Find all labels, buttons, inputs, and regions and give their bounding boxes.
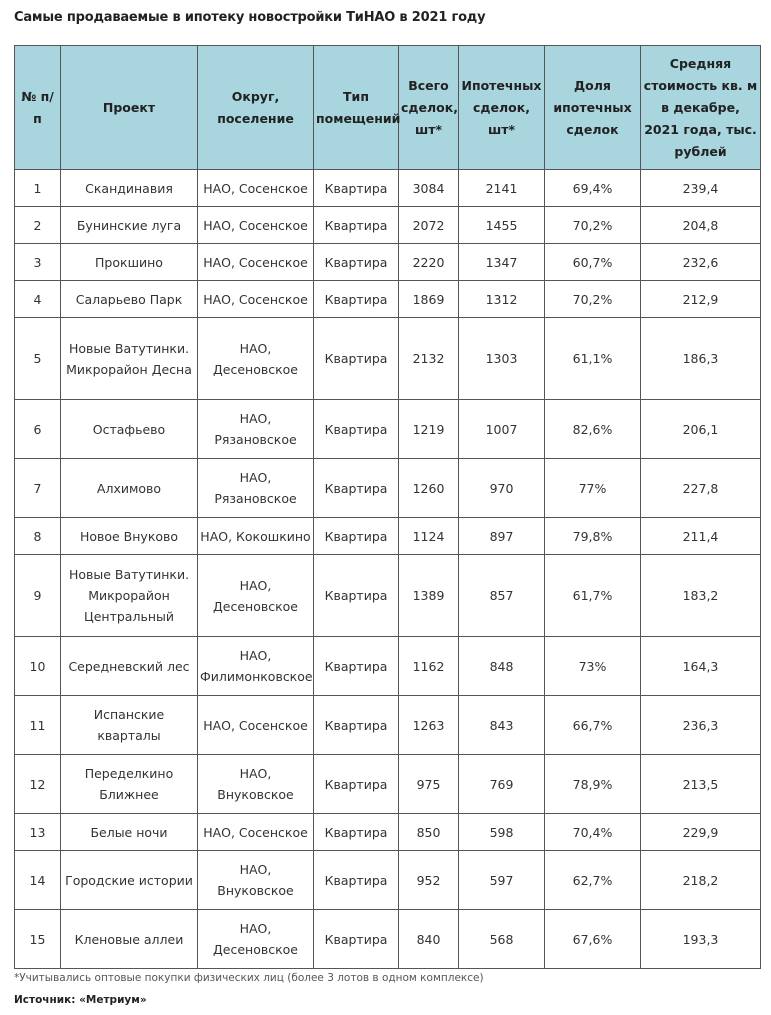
cell-mortgage-share: 60,7% xyxy=(545,244,641,281)
cell-mortgage-share: 82,6% xyxy=(545,400,641,459)
cell-type: Квартира xyxy=(314,518,399,555)
cell-number: 15 xyxy=(15,910,61,969)
cell-avg-price: 229,9 xyxy=(641,814,761,851)
table-row xyxy=(15,170,761,207)
cell-type: Квартира xyxy=(314,459,399,518)
cell-district: НАО, Внуковское xyxy=(198,851,314,910)
cell-total-deals: 1263 xyxy=(399,696,459,755)
cell-avg-price: 236,3 xyxy=(641,696,761,755)
cell-district: НАО, Сосенское xyxy=(198,696,314,755)
source-note: Источник: «Метриум» xyxy=(14,994,147,1006)
cell-project: Прокшино xyxy=(61,244,198,281)
cell-total-deals: 1260 xyxy=(399,459,459,518)
header-project: Проект xyxy=(61,46,198,170)
cell-number: 14 xyxy=(15,851,61,910)
cell-total-deals: 2072 xyxy=(399,207,459,244)
cell-number: 6 xyxy=(15,400,61,459)
header-avg-price: Средняя стоимость кв. м в декабре, 2021 года, тыс. рублей xyxy=(641,46,761,170)
cell-project: Остафьево xyxy=(61,400,198,459)
cell-avg-price: 186,3 xyxy=(641,318,761,400)
cell-type: Квартира xyxy=(314,170,399,207)
cell-mortgage-share: 70,4% xyxy=(545,814,641,851)
cell-type: Квартира xyxy=(314,318,399,400)
cell-mortgage-share: 69,4% xyxy=(545,170,641,207)
cell-total-deals: 1869 xyxy=(399,281,459,318)
cell-mortgage-deals: 970 xyxy=(459,459,545,518)
page-title: Самые продаваемые в ипотеку новостройки ТиНАО в 2021 году xyxy=(14,10,486,25)
cell-mortgage-share: 62,7% xyxy=(545,851,641,910)
cell-number: 7 xyxy=(15,459,61,518)
cell-project: Новые Ватутинки. Микрорайон Десна xyxy=(61,318,198,400)
mortgage-sales-table xyxy=(14,45,761,969)
table-row xyxy=(15,555,761,637)
table-row xyxy=(15,518,761,555)
cell-mortgage-share: 61,1% xyxy=(545,318,641,400)
cell-district: НАО, Кокошкино xyxy=(198,518,314,555)
cell-type: Квартира xyxy=(314,696,399,755)
cell-mortgage-share: 61,7% xyxy=(545,555,641,637)
cell-number: 12 xyxy=(15,755,61,814)
table-row xyxy=(15,207,761,244)
cell-district: НАО, Сосенское xyxy=(198,814,314,851)
cell-mortgage-deals: 2141 xyxy=(459,170,545,207)
cell-district: НАО, Сосенское xyxy=(198,207,314,244)
cell-avg-price: 232,6 xyxy=(641,244,761,281)
cell-avg-price: 239,4 xyxy=(641,170,761,207)
cell-district: НАО, Десеновское xyxy=(198,910,314,969)
cell-project: Бунинские луга xyxy=(61,207,198,244)
cell-project: Белые ночи xyxy=(61,814,198,851)
cell-number: 9 xyxy=(15,555,61,637)
cell-number: 5 xyxy=(15,318,61,400)
header-total-deals: Всего сделок, шт* xyxy=(399,46,459,170)
cell-district: НАО, Филимонковское xyxy=(198,637,314,696)
cell-type: Квартира xyxy=(314,814,399,851)
cell-type: Квартира xyxy=(314,555,399,637)
cell-total-deals: 2132 xyxy=(399,318,459,400)
cell-avg-price: 206,1 xyxy=(641,400,761,459)
cell-mortgage-deals: 598 xyxy=(459,814,545,851)
cell-district: НАО, Сосенское xyxy=(198,281,314,318)
cell-project: Городские истории xyxy=(61,851,198,910)
cell-project: Саларьево Парк xyxy=(61,281,198,318)
cell-mortgage-share: 78,9% xyxy=(545,755,641,814)
header-number: № п/п xyxy=(15,46,61,170)
cell-mortgage-share: 79,8% xyxy=(545,518,641,555)
cell-avg-price: 218,2 xyxy=(641,851,761,910)
cell-mortgage-deals: 1455 xyxy=(459,207,545,244)
header-type: Тип помещений xyxy=(314,46,399,170)
table-row xyxy=(15,281,761,318)
header-district: Округ, поселение xyxy=(198,46,314,170)
cell-project: Кленовые аллеи xyxy=(61,910,198,969)
cell-district: НАО, Рязановское xyxy=(198,459,314,518)
table-row xyxy=(15,637,761,696)
cell-number: 3 xyxy=(15,244,61,281)
cell-district: НАО, Сосенское xyxy=(198,244,314,281)
cell-district: НАО, Десеновское xyxy=(198,555,314,637)
cell-avg-price: 213,5 xyxy=(641,755,761,814)
cell-number: 13 xyxy=(15,814,61,851)
cell-type: Квартира xyxy=(314,755,399,814)
cell-type: Квартира xyxy=(314,851,399,910)
cell-project: Испанские кварталы xyxy=(61,696,198,755)
header-mortgage-share: Доля ипотечных сделок xyxy=(545,46,641,170)
cell-district: НАО, Десеновское xyxy=(198,318,314,400)
table-row xyxy=(15,814,761,851)
cell-project: Алхимово xyxy=(61,459,198,518)
cell-mortgage-deals: 1347 xyxy=(459,244,545,281)
table-row xyxy=(15,318,761,400)
cell-total-deals: 840 xyxy=(399,910,459,969)
cell-number: 11 xyxy=(15,696,61,755)
cell-type: Квартира xyxy=(314,207,399,244)
cell-district: НАО, Сосенское xyxy=(198,170,314,207)
cell-mortgage-deals: 1303 xyxy=(459,318,545,400)
cell-number: 2 xyxy=(15,207,61,244)
cell-total-deals: 850 xyxy=(399,814,459,851)
cell-project: Середневский лес xyxy=(61,637,198,696)
cell-total-deals: 2220 xyxy=(399,244,459,281)
cell-type: Квартира xyxy=(314,400,399,459)
table-row xyxy=(15,400,761,459)
cell-mortgage-deals: 769 xyxy=(459,755,545,814)
cell-mortgage-deals: 597 xyxy=(459,851,545,910)
cell-avg-price: 211,4 xyxy=(641,518,761,555)
cell-mortgage-deals: 1312 xyxy=(459,281,545,318)
cell-project: Скандинавия xyxy=(61,170,198,207)
table-row xyxy=(15,696,761,755)
table-row xyxy=(15,244,761,281)
cell-number: 10 xyxy=(15,637,61,696)
cell-number: 1 xyxy=(15,170,61,207)
cell-avg-price: 183,2 xyxy=(641,555,761,637)
cell-mortgage-deals: 848 xyxy=(459,637,545,696)
header-mortgage-deals: Ипотечных сделок, шт* xyxy=(459,46,545,170)
cell-total-deals: 1124 xyxy=(399,518,459,555)
cell-district: НАО, Рязановское xyxy=(198,400,314,459)
cell-avg-price: 193,3 xyxy=(641,910,761,969)
cell-number: 8 xyxy=(15,518,61,555)
cell-mortgage-deals: 897 xyxy=(459,518,545,555)
cell-mortgage-share: 66,7% xyxy=(545,696,641,755)
cell-mortgage-deals: 857 xyxy=(459,555,545,637)
cell-avg-price: 204,8 xyxy=(641,207,761,244)
cell-mortgage-deals: 568 xyxy=(459,910,545,969)
table-header-row xyxy=(15,46,761,170)
cell-type: Квартира xyxy=(314,910,399,969)
cell-mortgage-share: 70,2% xyxy=(545,281,641,318)
table-row xyxy=(15,910,761,969)
cell-total-deals: 975 xyxy=(399,755,459,814)
cell-mortgage-share: 77% xyxy=(545,459,641,518)
cell-mortgage-deals: 843 xyxy=(459,696,545,755)
cell-total-deals: 1162 xyxy=(399,637,459,696)
cell-project: Новое Внуково xyxy=(61,518,198,555)
cell-mortgage-deals: 1007 xyxy=(459,400,545,459)
footnote: *Учитывались оптовые покупки физических лиц (более 3 лотов в одном комплексе) xyxy=(14,972,484,984)
table-row xyxy=(15,459,761,518)
table-row xyxy=(15,755,761,814)
cell-district: НАО, Внуковское xyxy=(198,755,314,814)
cell-avg-price: 164,3 xyxy=(641,637,761,696)
cell-total-deals: 3084 xyxy=(399,170,459,207)
cell-total-deals: 1389 xyxy=(399,555,459,637)
cell-mortgage-share: 67,6% xyxy=(545,910,641,969)
table-row xyxy=(15,851,761,910)
cell-type: Квартира xyxy=(314,244,399,281)
cell-avg-price: 227,8 xyxy=(641,459,761,518)
cell-number: 4 xyxy=(15,281,61,318)
cell-total-deals: 952 xyxy=(399,851,459,910)
cell-avg-price: 212,9 xyxy=(641,281,761,318)
cell-total-deals: 1219 xyxy=(399,400,459,459)
cell-project: Переделкино Ближнее xyxy=(61,755,198,814)
cell-mortgage-share: 73% xyxy=(545,637,641,696)
cell-mortgage-share: 70,2% xyxy=(545,207,641,244)
cell-project: Новые Ватутинки. Микрорайон Центральный xyxy=(61,555,198,637)
cell-type: Квартира xyxy=(314,637,399,696)
cell-type: Квартира xyxy=(314,281,399,318)
